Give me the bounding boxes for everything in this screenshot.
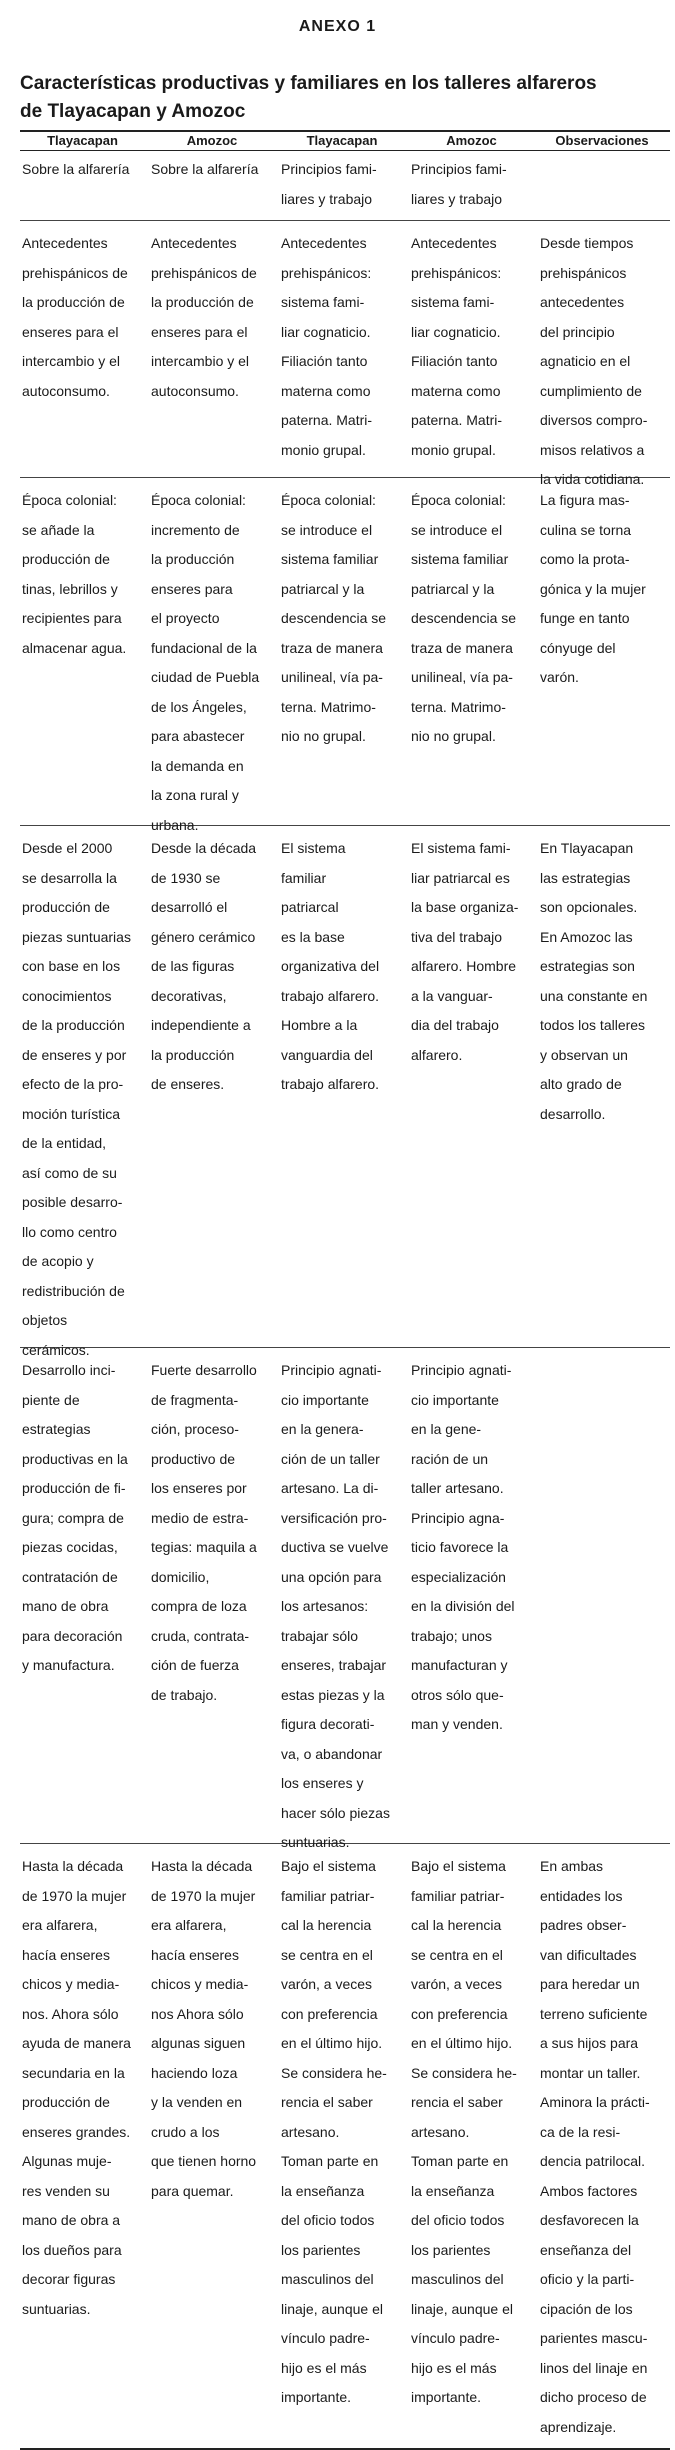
table-row [20, 826, 670, 1358]
table-cell: Antecedentes prehispánicos: sistema fami- liar cognaticio. Filiación tanto materna como paterna. Matri- monio grupal. [411, 235, 503, 458]
table-cell: La figura mas- culina se torna como la prota- gónica y la mujer funge en tanto cónyuge del varón. [540, 492, 646, 685]
table-row [20, 1348, 670, 1850]
table-cell: Época colonial: incremento de la producción enseres para el proyecto fundacional de la ciudad de Puebla de los Ángeles, para abastecer la demanda en la zona rural y urbana. [151, 492, 260, 833]
header-tlayacapan-2: Tlayacapan [306, 133, 378, 148]
table-cell: Hasta la década de 1970 la mujer era alfarera, hacía enseres chicos y media- nos. Ahora sólo ayuda de manera secundaria en la producción de enseres grandes. Algunas muje- res venden su mano de obra a los dueños para decorar figuras suntuarias. [22, 1858, 131, 2317]
table-cell: Principios fami- liares y trabajo [411, 161, 507, 207]
table-cell: El sistema familiar patriarcal es la base organizativa del trabajo alfarero. Hombre a la vanguardia del trabajo alfarero. [281, 840, 380, 1092]
table-cell: Desde el 2000 se desarrolla la producción de piezas suntuarias con base en los conocimientos de la producción de enseres y por efecto de la pro- moción turística de la entidad, así como de su posible desarro- llo como centro de acopio y redistribución de objetos cerámicos. [22, 840, 131, 1358]
table-cell: Bajo el sistema familiar patriar- cal la herencia se centra en el varón, a veces con preferencia en el último hijo. Se considera he- rencia el saber artesano. Toman parte en la enseñanza del oficio todos los parientes masculinos del linaje, aunque el vínculo padre- hijo es el más importante. [411, 1858, 517, 2405]
table-cell: Hasta la década de 1970 la mujer era alfarera, hacía enseres chicos y media- nos Ahora sólo algunas siguen haciendo loza y la venden en crudo a los que tienen horno para quemar. [151, 1858, 257, 2199]
table-cell: Sobre la alfarería [22, 161, 130, 177]
table-cell: Desde tiempos prehispánicos antecedentes del principio agnaticio en el cumplimiento de diversos compro- misos relativos a la vida cotidiana. [540, 235, 648, 487]
table-cell: Principios fami- liares y trabajo [281, 161, 377, 207]
table-cell: En ambas entidades los padres obser- van dificultades para heredar un terreno suficiente a sus hijos para montar un taller. Aminora la prácti- ca de la resi- dencia patrilocal. Ambos factores desfavorecen la enseñanza del oficio y la parti- cipación de los parientes mascu- linos del linaje en dicho proceso de aprendizaje. [540, 1858, 650, 2435]
table-title [20, 70, 660, 126]
table-cell [538, 1348, 670, 1858]
table-cell: Época colonial: se introduce el sistema familiar patriarcal y la descendencia se traza de manera unilineal, vía pa- terna. Matrimo- nio no grupal. [411, 492, 517, 744]
title-line-2: de Tlayacapan y Amozoc [20, 101, 246, 122]
table-row [20, 151, 670, 221]
annex-label: ANEXO 1 [298, 18, 377, 35]
table-header-row [20, 130, 670, 151]
table-cell: Sobre la alfarería [151, 161, 259, 177]
header-tlayacapan-1: Tlayacapan [47, 133, 118, 148]
table-row [20, 1844, 670, 2450]
table-cell: El sistema fami- liar patriarcal es la base organiza- tiva del trabajo alfarero. Hombre a la vanguar- dia del trabajo alfarero. [411, 840, 519, 1063]
title-line-1: Características productivas y familiares en los talleres alfareros [20, 73, 597, 94]
header-observaciones: Observaciones [555, 133, 649, 148]
table-cell [538, 151, 670, 220]
table-cell: Desarrollo inci- piente de estrategias productivas en la producción de fi- gura; compra de piezas cocidas, contratación de mano de obra para decoración y manufactura. [22, 1362, 128, 1673]
table-cell: Antecedentes prehispánicos de la producción de enseres para el intercambio y el autoconsumo. [151, 235, 257, 399]
header-amozoc-2: Amozoc [446, 133, 497, 148]
table-cell: Principio agnati- cio importante en la genera- ción de un taller artesano. La di- versificación pro- ductiva se vuelve una opción para los artesanos: trabajar sólo enseres, trabajar estas piezas y la figura decorati- va, o abandonar los enseres y hacer sólo piezas suntuarias. [281, 1362, 390, 1850]
table-row [20, 478, 670, 833]
table-cell: Antecedentes prehispánicos: sistema fami- liar cognaticio. Filiación tanto materna como paterna. Matri- monio grupal. [281, 235, 373, 458]
table-cell: Antecedentes prehispánicos de la producción de enseres para el intercambio y el autoconsumo. [22, 235, 128, 399]
table-cell: Desde la década de 1930 se desarrolló el género cerámico de las figuras decorativas, independiente a la producción de enseres. [151, 840, 257, 1092]
table-cell: Época colonial: se introduce el sistema familiar patriarcal y la descendencia se traza de manera unilineal, vía pa- terna. Matrimo- nio no grupal. [281, 492, 387, 744]
comparison-table [20, 130, 670, 2450]
table-cell: Principio agnati- cio importante en la gene- ración de un taller artesano. Principio agna- ticio favorece la especialización en la división del trabajo; unos manufacturan y otros sólo que- man y venden. [411, 1362, 515, 1732]
header-amozoc-1: Amozoc [186, 133, 238, 148]
table-cell: Bajo el sistema familiar patriar- cal la herencia se centra en el varón, a veces con preferencia en el último hijo. Se considera he- rencia el saber artesano. Toman parte en la enseñanza del oficio todos los parientes masculinos del linaje, aunque el vínculo padre- hijo es el más importante. [281, 1858, 387, 2405]
table-row [20, 221, 670, 487]
table-cell: En Tlayacapan las estrategias son opcionales. En Amozoc las estrategias son una constante en todos los talleres y observan un alto grado de desarrollo. [540, 840, 648, 1122]
table-cell: Fuerte desarrollo de fragmenta- ción, proceso- productivo de los enseres por medio de estra- tegias: maquila a domicilio, compra de loza cruda, contrata- ción de fuerza de trabajo. [151, 1362, 257, 1703]
table-cell: Época colonial: se añade la producción de tinas, lebrillos y recipientes para almacenar agua. [22, 492, 127, 656]
